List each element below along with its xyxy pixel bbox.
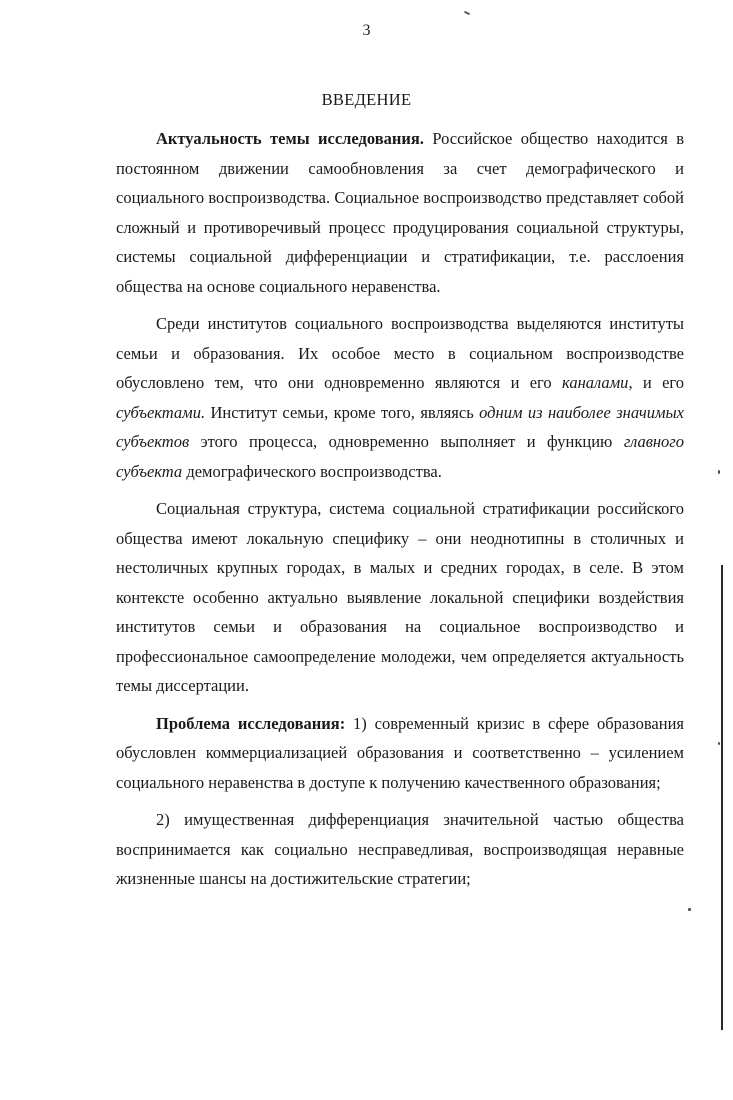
body-text	[116, 124, 684, 902]
institutes-emphasis-2: субъектами.	[116, 402, 206, 422]
institutes-text-3: Институт семьи, кроме того, являясь	[205, 402, 480, 422]
scan-speck	[688, 908, 691, 911]
institutes-text-5: демографического воспроизводства.	[182, 461, 442, 481]
scan-speck	[718, 742, 720, 745]
relevance-text: Российское общество находится в постоянном движении самообновления за счет демографического и социального воспроизводства. Социальное воспроизводство представляет собой сложный и противоречивый процесс продуцирования социальной структуры, системы социальной дифференциации и стратификации, т.е. расслоения общества на основе социального неравенства.	[116, 129, 684, 296]
institutes-emphasis-1: каналами	[562, 373, 629, 392]
paragraph-relevance	[116, 124, 684, 301]
scan-speck	[718, 470, 720, 474]
scan-speck	[464, 11, 470, 15]
paragraph-problem-2: 2) имущественная дифференциация значительной частью общества воспринимается как социально несправедливая, воспроизводящая неравные жизненные шансы на достижительские стратегии;	[116, 810, 684, 888]
institutes-text-4: этого процесса, одновременно выполняет и функцию	[189, 432, 624, 451]
page-number: 3	[362, 22, 371, 39]
scan-margin-line	[721, 565, 723, 1030]
paragraph-social-structure: Социальная структура, система социальной стратификации российского общества имеют локальную специфику – они неоднотипны в столичных и нестоличных крупных городах, в малых и средних городах, в селе. В этом контексте особенно актуально выявление локальной специфики воздействия институтов семьи и образования на социальное воспроизводство и профессиональное самоопределение молодежи, чем определяется актуальность темы диссертации.	[116, 499, 684, 695]
problem-text: 1) современный кризис в сфере образования обусловлен коммерциализацией образования и соответственно – усилением социального неравенства в доступе к получению качественного образования;	[116, 713, 684, 792]
paragraph-institutes	[116, 309, 684, 486]
institutes-emphasis-3: одним из наиболее значимых субъектов	[116, 402, 685, 451]
paragraph-problem	[116, 709, 684, 798]
institutes-text-2: , и его	[628, 373, 684, 392]
relevance-lead: Актуальность темы исследования.	[156, 129, 424, 148]
institutes-text-1: Среди институтов социального воспроизводства выделяются институты семьи и образования. Их особое место в социальном воспроизводстве обусловлено тем, что они одновременно являются и его	[116, 314, 684, 392]
section-heading: ВВЕДЕНИЕ	[321, 90, 412, 109]
institutes-emphasis-4: главного субъекта	[116, 432, 684, 481]
problem-lead: Проблема исследования:	[156, 713, 346, 733]
